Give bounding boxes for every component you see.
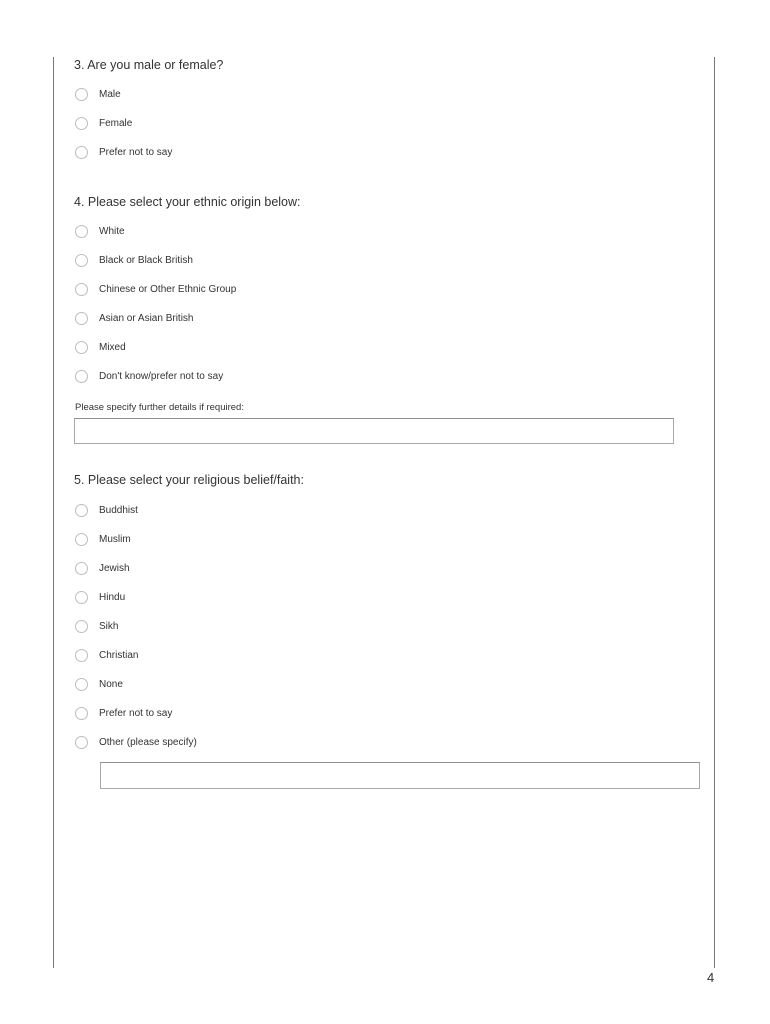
radio-button[interactable] bbox=[75, 533, 88, 546]
option-label: Black or Black British bbox=[99, 254, 193, 266]
option-label: Don't know/prefer not to say bbox=[99, 370, 224, 382]
option-label: Male bbox=[99, 88, 121, 100]
radio-button[interactable] bbox=[75, 591, 88, 604]
q3-option-male[interactable] bbox=[75, 86, 121, 102]
radio-button[interactable] bbox=[75, 341, 88, 354]
q4-option-asian-or-asian-british[interactable] bbox=[75, 310, 194, 326]
radio-button[interactable] bbox=[75, 707, 88, 720]
page-number: 4 bbox=[707, 970, 715, 985]
option-label: Prefer not to say bbox=[99, 707, 173, 719]
option-label: Christian bbox=[99, 649, 139, 661]
radio-button[interactable] bbox=[75, 225, 88, 238]
q4-option-chinese-or-other[interactable] bbox=[75, 281, 236, 297]
option-label: Buddhist bbox=[99, 504, 138, 516]
radio-button[interactable] bbox=[75, 620, 88, 633]
q4-title: 4. Please select your ethnic origin below: bbox=[74, 195, 301, 209]
q5-option-sikh[interactable] bbox=[75, 618, 118, 634]
q5-option-other[interactable] bbox=[75, 734, 197, 750]
q5-title: 5. Please select your religious belief/faith: bbox=[74, 473, 304, 487]
radio-button[interactable] bbox=[75, 504, 88, 517]
option-label: Chinese or Other Ethnic Group bbox=[99, 283, 237, 295]
q5-option-buddhist[interactable] bbox=[75, 502, 138, 518]
q4-option-mixed[interactable] bbox=[75, 339, 126, 355]
option-label: Muslim bbox=[99, 533, 131, 545]
option-label: Asian or Asian British bbox=[99, 312, 194, 324]
right-margin-rule bbox=[714, 57, 715, 968]
option-label: Prefer not to say bbox=[99, 146, 173, 158]
radio-button[interactable] bbox=[75, 283, 88, 296]
option-label: None bbox=[99, 678, 123, 690]
radio-button[interactable] bbox=[75, 370, 88, 383]
radio-button[interactable] bbox=[75, 88, 88, 101]
q3-option-female[interactable] bbox=[75, 115, 132, 131]
q5-option-jewish[interactable] bbox=[75, 560, 130, 576]
radio-button[interactable] bbox=[75, 562, 88, 575]
option-label: Mixed bbox=[99, 341, 126, 353]
q4-option-dont-know[interactable] bbox=[75, 368, 223, 384]
q5-option-christian[interactable] bbox=[75, 647, 138, 663]
q5-option-prefer-not-to-say[interactable] bbox=[75, 705, 172, 721]
left-margin-rule bbox=[53, 57, 54, 968]
q5-option-none[interactable] bbox=[75, 676, 123, 692]
radio-button[interactable] bbox=[75, 117, 88, 130]
radio-button[interactable] bbox=[75, 312, 88, 325]
q5-option-hindu[interactable] bbox=[75, 589, 125, 605]
option-label: Female bbox=[99, 117, 133, 129]
radio-button[interactable] bbox=[75, 736, 88, 749]
q3-option-prefer-not-to-say[interactable] bbox=[75, 144, 172, 160]
q4-details-input[interactable] bbox=[74, 418, 674, 444]
option-label: Jewish bbox=[99, 562, 130, 574]
q5-other-input[interactable] bbox=[100, 762, 700, 789]
q5-option-muslim[interactable] bbox=[75, 531, 131, 547]
radio-button[interactable] bbox=[75, 649, 88, 662]
q4-details-label: Please specify further details if required: bbox=[75, 402, 244, 413]
radio-button[interactable] bbox=[75, 146, 88, 159]
option-label: White bbox=[99, 225, 125, 237]
q3-title: 3. Are you male or female? bbox=[74, 58, 224, 72]
q4-option-white[interactable] bbox=[75, 223, 125, 239]
option-label: Hindu bbox=[99, 591, 126, 603]
option-label: Other (please specify) bbox=[99, 736, 197, 748]
radio-button[interactable] bbox=[75, 254, 88, 267]
option-label: Sikh bbox=[99, 620, 119, 632]
radio-button[interactable] bbox=[75, 678, 88, 691]
q4-option-black-or-black-british[interactable] bbox=[75, 252, 193, 268]
